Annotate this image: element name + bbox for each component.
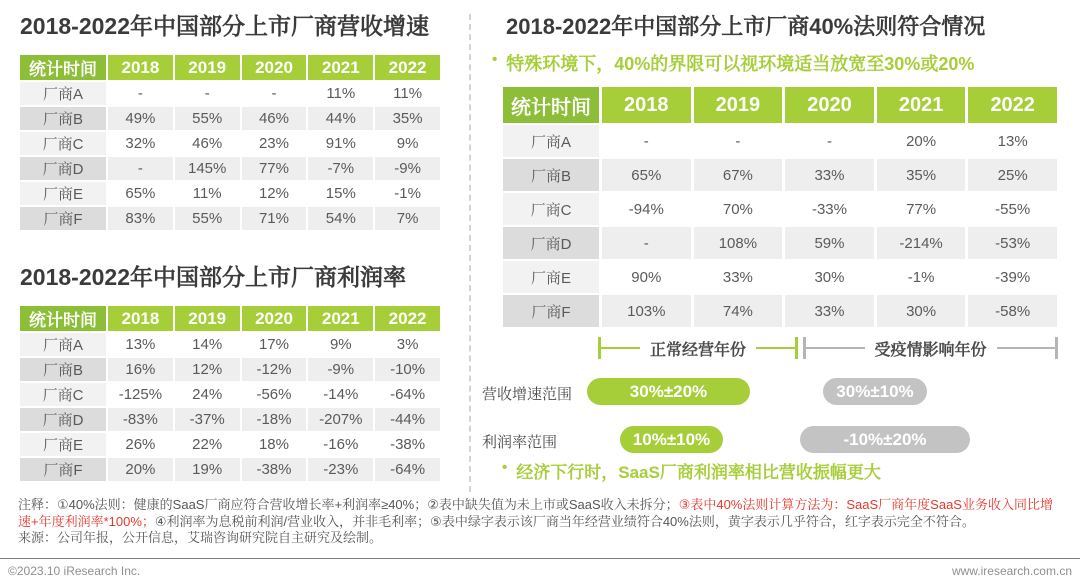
value-cell: 19%	[175, 458, 240, 481]
revenue-range-normal-pill: 30%±20%	[587, 378, 750, 405]
row-label: 厂商A	[20, 333, 106, 356]
table-row	[20, 333, 440, 356]
value-cell: -64%	[375, 458, 440, 481]
value-cell: -58%	[968, 295, 1057, 327]
value-cell: -38%	[242, 458, 307, 481]
value-cell: 77%	[877, 193, 966, 225]
header-cell: 2020	[242, 306, 307, 331]
value-cell: 16%	[108, 358, 173, 381]
row-label: 厂商F	[20, 458, 106, 481]
value-cell: -10%	[375, 358, 440, 381]
header-cell: 2018	[108, 306, 173, 331]
value-cell: -55%	[968, 193, 1057, 225]
revenue-range-label: 营收增速范围	[482, 386, 573, 403]
note-segment: ④利润率为息税前利润/营业收入，并非毛利率；⑤表中绿字表示该厂商当年经营业绩符合40%法则，黄字表示几乎符合，红字表示完全不符合。	[154, 513, 975, 529]
table-row	[503, 261, 1057, 293]
value-cell: 44%	[308, 107, 373, 130]
value-cell: 11%	[308, 82, 373, 105]
row-label: 厂商A	[503, 125, 599, 157]
bracket-tick-icon	[795, 337, 798, 359]
value-cell: -39%	[968, 261, 1057, 293]
value-cell: 77%	[242, 157, 307, 180]
value-cell: 54%	[308, 207, 373, 230]
bracket-tick-icon	[1055, 337, 1058, 359]
table-header-row	[20, 306, 440, 331]
value-cell: 108%	[694, 227, 783, 259]
revenue-growth-table-title: 2018-2022年中国部分上市厂商营收增速	[20, 13, 429, 39]
table-row	[503, 193, 1057, 225]
footnotes	[18, 497, 1065, 547]
table-row	[20, 207, 440, 230]
value-cell: -	[108, 82, 173, 105]
row-label: 厂商C	[20, 383, 106, 406]
value-cell: -9%	[308, 358, 373, 381]
row-label: 厂商E	[20, 433, 106, 456]
header-cell: 统计时间	[20, 306, 106, 331]
value-cell: -207%	[308, 408, 373, 431]
bracket-line	[997, 347, 1056, 349]
table-row	[20, 458, 440, 481]
value-cell: 11%	[175, 182, 240, 205]
value-cell: 33%	[694, 261, 783, 293]
value-cell: -94%	[602, 193, 691, 225]
value-cell: -12%	[242, 358, 307, 381]
value-cell: 70%	[694, 193, 783, 225]
value-cell: -33%	[785, 193, 874, 225]
note-paragraph	[18, 497, 1065, 530]
profit-margin-table-title: 2018-2022年中国部分上市厂商利润率	[20, 264, 406, 290]
bracket-line	[601, 347, 640, 349]
value-cell: -44%	[375, 408, 440, 431]
source-line: 来源：公司年报，公开信息，艾瑞咨询研究院自主研究及绘制。	[18, 530, 383, 545]
value-cell: -	[602, 125, 691, 157]
row-label: 厂商B	[20, 107, 106, 130]
value-cell: 90%	[602, 261, 691, 293]
row-label: 厂商C	[20, 132, 106, 155]
value-cell: 20%	[877, 125, 966, 157]
value-cell: 46%	[175, 132, 240, 155]
value-cell: -53%	[968, 227, 1057, 259]
value-cell: 35%	[375, 107, 440, 130]
profit-range-normal-pill: 10%±10%	[620, 426, 723, 453]
value-cell: 30%	[877, 295, 966, 327]
value-cell: 20%	[108, 458, 173, 481]
bracket-line	[756, 347, 795, 349]
row-label: 厂商B	[20, 358, 106, 381]
table-row	[20, 383, 440, 406]
value-cell: 35%	[877, 159, 966, 191]
value-cell: 9%	[308, 333, 373, 356]
value-cell: 22%	[175, 433, 240, 456]
bullet-dot-icon: •	[502, 459, 508, 476]
value-cell: 33%	[785, 159, 874, 191]
value-cell: -7%	[308, 157, 373, 180]
value-cell: 25%	[968, 159, 1057, 191]
value-cell: -	[694, 125, 783, 157]
rule40-table	[500, 85, 1060, 329]
header-cell: 统计时间	[20, 55, 106, 80]
header-cell: 统计时间	[503, 87, 599, 123]
normal-years-bracket	[598, 336, 798, 360]
value-cell: 11%	[375, 82, 440, 105]
value-cell: 55%	[175, 107, 240, 130]
value-cell: 3%	[375, 333, 440, 356]
value-cell: 12%	[242, 182, 307, 205]
value-cell: -14%	[308, 383, 373, 406]
rule40-table-title: 2018-2022年中国部分上市厂商40%法则符合情况	[506, 14, 986, 39]
table-row	[20, 182, 440, 205]
header-cell: 2019	[175, 306, 240, 331]
value-cell: 67%	[694, 159, 783, 191]
value-cell: -64%	[375, 383, 440, 406]
table-row	[20, 433, 440, 456]
table-row	[503, 125, 1057, 157]
value-cell: 17%	[242, 333, 307, 356]
range-legend	[480, 332, 1062, 462]
value-cell: 59%	[785, 227, 874, 259]
value-cell: 74%	[694, 295, 783, 327]
value-cell: 30%	[785, 261, 874, 293]
value-cell: -1%	[375, 182, 440, 205]
table-header-row	[503, 87, 1057, 123]
value-cell: 13%	[108, 333, 173, 356]
value-cell: -37%	[175, 408, 240, 431]
value-cell: 49%	[108, 107, 173, 130]
header-cell: 2018	[602, 87, 691, 123]
downturn-note	[502, 458, 881, 483]
note-segment-red: ③表中40%法则计算方法为：SaaS厂商年度SaaS业务收入同比增速+年度利润率*100%；	[18, 497, 1053, 529]
row-label: 厂商E	[503, 261, 599, 293]
value-cell: 71%	[242, 207, 307, 230]
value-cell: 145%	[175, 157, 240, 180]
header-cell: 2021	[877, 87, 966, 123]
value-cell: 65%	[602, 159, 691, 191]
note-text: 特殊环境下，40%的界限可以视环境适当放宽至30%或20%	[506, 54, 975, 74]
table-header-row	[20, 55, 440, 80]
value-cell: 32%	[108, 132, 173, 155]
header-cell: 2020	[242, 55, 307, 80]
header-cell: 2022	[375, 55, 440, 80]
value-cell: 18%	[242, 433, 307, 456]
row-label: 厂商D	[20, 408, 106, 431]
row-label: 厂商F	[503, 295, 599, 327]
value-cell: 46%	[242, 107, 307, 130]
covid-years-bracket	[803, 336, 1058, 360]
header-cell: 2021	[308, 55, 373, 80]
header-cell: 2020	[785, 87, 874, 123]
value-cell: 83%	[108, 207, 173, 230]
row-label: 厂商A	[20, 82, 106, 105]
header-cell: 2019	[175, 55, 240, 80]
note-segment: 注释：①40%法则：健康的SaaS厂商应符合营收增长率+利润率≥40%；②表中缺失值为未上市或SaaS收入未拆分；	[18, 497, 679, 512]
revenue-range-covid-pill: 30%±10%	[823, 378, 927, 405]
value-cell: 9%	[375, 132, 440, 155]
value-cell: -	[175, 82, 240, 105]
header-cell: 2022	[375, 306, 440, 331]
value-cell: -1%	[877, 261, 966, 293]
value-cell: 33%	[785, 295, 874, 327]
normal-years-label: 正常经营年份	[650, 341, 747, 359]
bullet-dot-icon: •	[492, 51, 498, 68]
value-cell: -83%	[108, 408, 173, 431]
table-row	[20, 358, 440, 381]
profit-margin-table	[18, 304, 442, 483]
header-cell: 2021	[308, 306, 373, 331]
bracket-line	[806, 347, 865, 349]
value-cell: -9%	[375, 157, 440, 180]
value-cell: -	[785, 125, 874, 157]
value-cell: -	[602, 227, 691, 259]
value-cell: -214%	[877, 227, 966, 259]
value-cell: 26%	[108, 433, 173, 456]
note-text: 经济下行时，SaaS厂商利润率相比营收振幅更大	[516, 463, 881, 482]
footer-divider	[0, 558, 1080, 559]
table-row	[20, 157, 440, 180]
value-cell: 91%	[308, 132, 373, 155]
row-label: 厂商D	[503, 227, 599, 259]
header-cell: 2018	[108, 55, 173, 80]
value-cell: 12%	[175, 358, 240, 381]
table-row	[20, 82, 440, 105]
value-cell: 65%	[108, 182, 173, 205]
value-cell: -	[242, 82, 307, 105]
table-row	[20, 107, 440, 130]
footer-copyright: ©2023.10 iResearch Inc.	[8, 564, 141, 578]
value-cell: 15%	[308, 182, 373, 205]
left-section	[18, 8, 442, 483]
table-row	[20, 408, 440, 431]
value-cell: -18%	[242, 408, 307, 431]
header-cell: 2019	[694, 87, 783, 123]
vertical-dashed-divider	[469, 14, 471, 492]
right-section	[480, 8, 1062, 578]
table-row	[503, 227, 1057, 259]
covid-years-label: 受疫情影响年份	[874, 341, 987, 359]
row-label: 厂商C	[503, 193, 599, 225]
value-cell: -56%	[242, 383, 307, 406]
row-label: 厂商D	[20, 157, 106, 180]
value-cell: 24%	[175, 383, 240, 406]
row-label: 厂商F	[20, 207, 106, 230]
row-label: 厂商B	[503, 159, 599, 191]
value-cell: -38%	[375, 433, 440, 456]
table-row	[503, 295, 1057, 327]
value-cell: 103%	[602, 295, 691, 327]
profit-range-label: 利润率范围	[482, 434, 558, 451]
table-row	[503, 159, 1057, 191]
header-cell: 2022	[968, 87, 1057, 123]
value-cell: -125%	[108, 383, 173, 406]
value-cell: -16%	[308, 433, 373, 456]
value-cell: 14%	[175, 333, 240, 356]
value-cell: 55%	[175, 207, 240, 230]
value-cell: 13%	[968, 125, 1057, 157]
value-cell: 23%	[242, 132, 307, 155]
revenue-growth-table	[18, 53, 442, 232]
profit-range-covid-pill: -10%±20%	[800, 426, 970, 453]
value-cell: -23%	[308, 458, 373, 481]
footer-url: www.iresearch.com.cn	[951, 564, 1072, 578]
row-label: 厂商E	[20, 182, 106, 205]
special-environment-note	[492, 50, 1062, 76]
value-cell: 7%	[375, 207, 440, 230]
value-cell: -	[108, 157, 173, 180]
table-row	[20, 132, 440, 155]
